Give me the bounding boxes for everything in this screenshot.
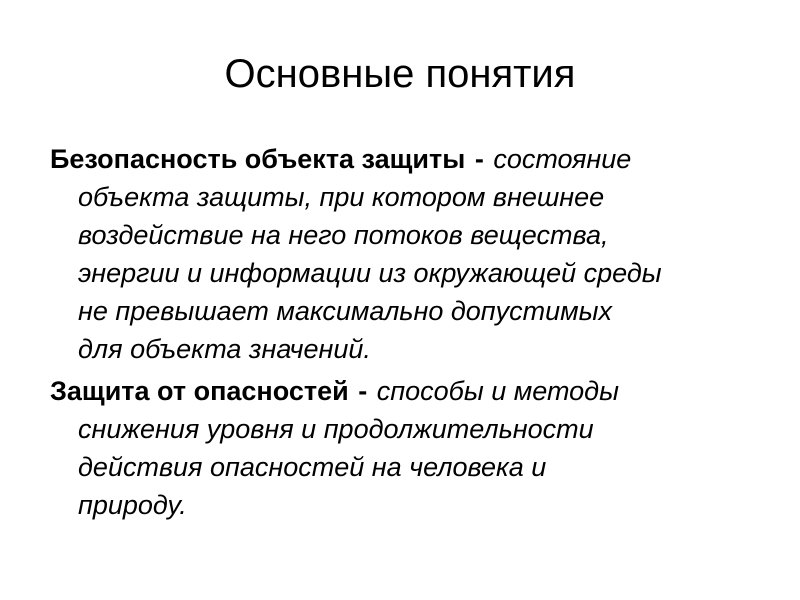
definition-text-line: объекта защиты, при котором внешнее [78, 182, 605, 212]
slide-body [50, 140, 770, 528]
definition-separator: - [358, 376, 368, 406]
definition-first-line [50, 372, 770, 410]
definition-first-line [50, 140, 770, 178]
definition-term: Безопасность объекта защиты [50, 144, 466, 174]
slide-title: Основные понятия [224, 52, 576, 96]
definition-separator: - [474, 144, 484, 174]
definition-protection [50, 372, 770, 524]
definition-text-line: энергии и информации из окружающей среды [78, 258, 662, 288]
definition-text-line: способы и методы [376, 376, 619, 406]
definition-text-line: действия опасностей на человека и [78, 452, 547, 482]
definition-text-line: воздействие на него потоков вещества, [78, 220, 609, 250]
definition-term: Защита от опасностей [50, 376, 349, 406]
definition-text-line: состояние [493, 144, 632, 174]
definition-text-line: природу. [78, 490, 187, 520]
definition-text-line: не превышает максимально допустимых [78, 296, 613, 326]
definition-safety [50, 140, 770, 368]
definition-text-line: снижения уровня и продолжительности [78, 414, 594, 444]
definition-text-line: для объекта значений. [78, 334, 371, 364]
